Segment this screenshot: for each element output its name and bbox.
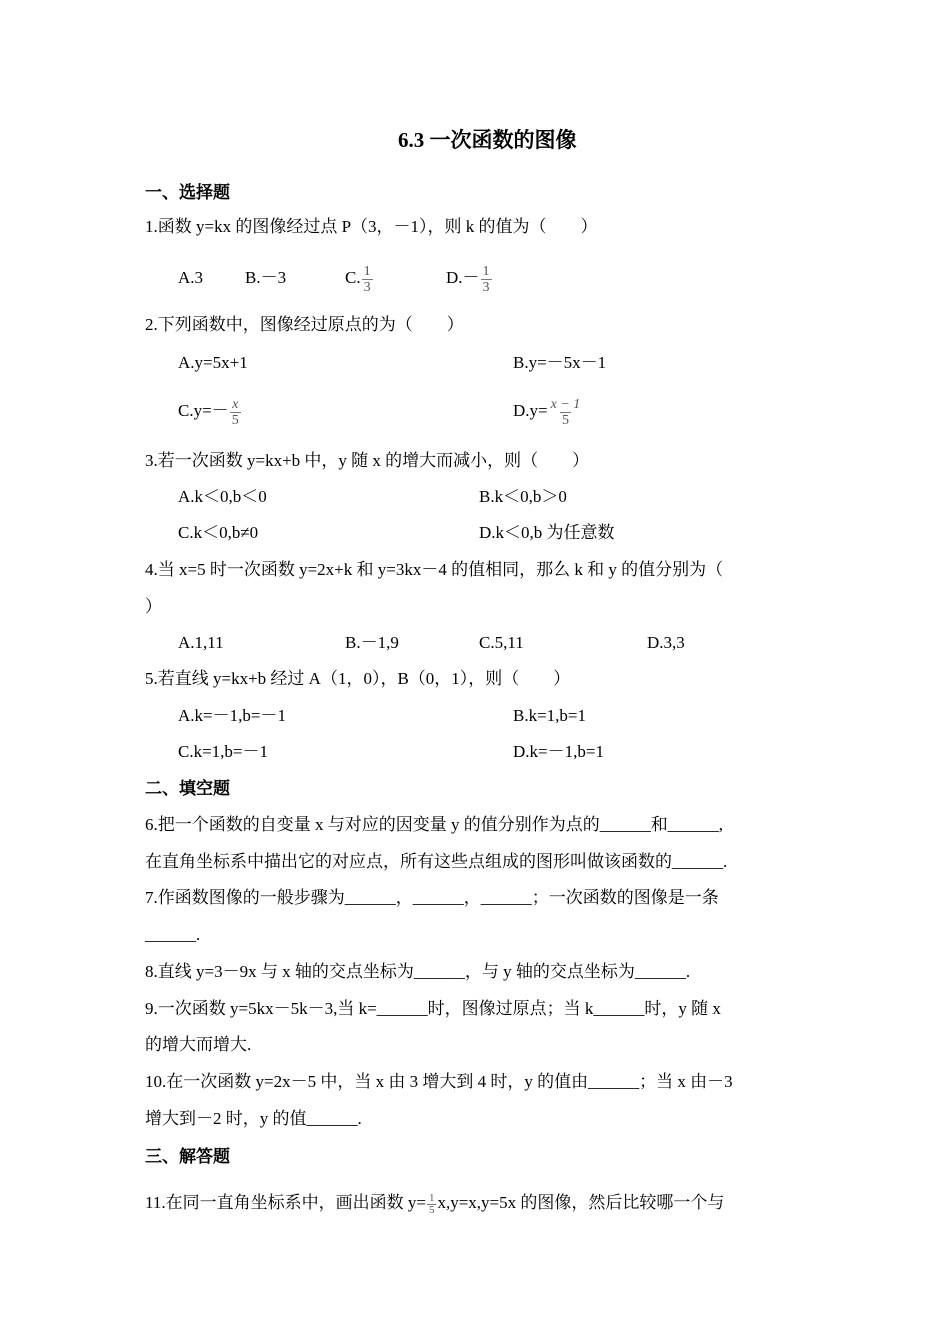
fraction-denominator: 3 [363, 279, 371, 295]
question-11-suffix: x,y=x,y=5x 的图像，然后比较哪一个与 [437, 1193, 725, 1212]
fraction-denominator: 5 [428, 1203, 435, 1216]
page-title: 6.3 一次函数的图像 [398, 128, 577, 152]
fraction-numerator: 1 [428, 1191, 435, 1204]
fraction-denominator: 5 [561, 412, 569, 428]
fraction-denominator: 3 [482, 279, 490, 295]
question-5-option-a: A.k=－1,b=－1 [178, 706, 286, 725]
question-6-line-2: 在直角坐标系中描出它的对应点，所有这些点组成的图形叫做该函数的______. [145, 852, 728, 871]
option-c-prefix: C. [345, 268, 361, 287]
question-9-line-2: 的增大而增大. [145, 1035, 252, 1054]
question-2-option-a: A.y=5x+1 [178, 353, 248, 372]
fraction-x-minus-1-over-5 [549, 397, 583, 428]
question-4-stem: 4.当 x=5 时一次函数 y=2x+k 和 y=3kx－4 的值相同，那么 k 和 y 的值分别为（ [145, 560, 724, 579]
question-10-line-1: 10.在一次函数 y=2x－5 中，当 x 由 3 增大到 4 时，y 的值由______；当 x 由－3 [145, 1072, 733, 1091]
question-1-option-a: A.3 [178, 268, 204, 287]
question-6-line-1: 6.把一个函数的自变量 x 与对应的因变量 y 的值分别作为点的______和______, [145, 815, 723, 834]
question-1-option-c [345, 256, 374, 300]
question-3-option-a: A.k＜0,b＜0 [178, 487, 267, 506]
question-1-option-b: B.－3 [245, 268, 287, 287]
section-answer-heading: 三、解答题 [145, 1147, 230, 1166]
fraction-numerator: 1 [482, 263, 490, 279]
question-9-line-1: 9.一次函数 y=5kx－5k－3,当 k=______时，图像过原点；当 k______时，y 随 x [145, 999, 721, 1018]
question-11-prefix: 11.在同一直角坐标系中，画出函数 y= [145, 1193, 426, 1212]
option-c-prefix: C.y=－ [178, 401, 229, 420]
question-5-stem: 5.若直线 y=kx+b 经过 A（1，0），B（0，1），则（ ） [145, 669, 571, 688]
fraction-numerator: x − 1 [550, 396, 581, 412]
fraction-one-third [362, 264, 373, 295]
question-3-option-b: B.k＜0,b＞0 [479, 487, 567, 506]
question-8-line-1: 8.直线 y=3－9x 与 x 轴的交点坐标为______，与 y 轴的交点坐标为______. [145, 962, 691, 981]
question-4-stem-continued: ） [145, 597, 162, 616]
question-5-option-b: B.k=1,b=1 [513, 706, 587, 725]
question-3-stem: 3.若一次函数 y=kx+b 中，y 随 x 的增大而减小，则（ ） [145, 451, 590, 470]
question-7-line-2: ______. [145, 925, 201, 944]
fraction-one-third [481, 264, 492, 295]
question-4-option-a: A.1,11 [178, 633, 224, 652]
question-2-stem: 2.下列函数中，图像经过原点的为（ ） [145, 315, 464, 334]
option-d-prefix: D.－ [446, 268, 480, 287]
question-2-option-c [178, 389, 242, 433]
option-d-prefix: D.y= [513, 401, 548, 420]
question-3-option-d: D.k＜0,b 为任意数 [479, 523, 615, 542]
question-1-stem: 1.函数 y=kx 的图像经过点 P（3，－1），则 k 的值为（ ） [145, 217, 598, 236]
fraction-numerator: 1 [363, 263, 371, 279]
section-choice-heading: 一、选择题 [145, 183, 230, 202]
question-4-option-d: D.3,3 [647, 633, 685, 652]
section-fill-heading: 二、填空题 [145, 779, 230, 798]
question-3-option-c: C.k＜0,b≠0 [178, 523, 259, 542]
question-2-option-d [513, 389, 583, 433]
question-1-option-d [446, 256, 493, 300]
fraction-x-over-5 [230, 397, 241, 428]
question-10-line-2: 增大到－2 时，y 的值______. [145, 1109, 362, 1128]
fraction-one-fifth [427, 1193, 437, 1216]
question-11-line-1 [145, 1181, 724, 1225]
question-4-option-b: B.－1,9 [345, 633, 399, 652]
question-2-option-b: B.y=－5x－1 [513, 353, 607, 372]
question-5-option-c: C.k=1,b=－1 [178, 742, 269, 761]
fraction-numerator: x [232, 396, 239, 412]
fraction-denominator: 5 [231, 412, 239, 428]
question-4-option-c: C.5,11 [479, 633, 524, 652]
question-5-option-d: D.k=－1,b=1 [513, 742, 604, 761]
question-7-line-1: 7.作函数图像的一般步骤为______，______，______；一次函数的图像是一条 [145, 888, 719, 907]
